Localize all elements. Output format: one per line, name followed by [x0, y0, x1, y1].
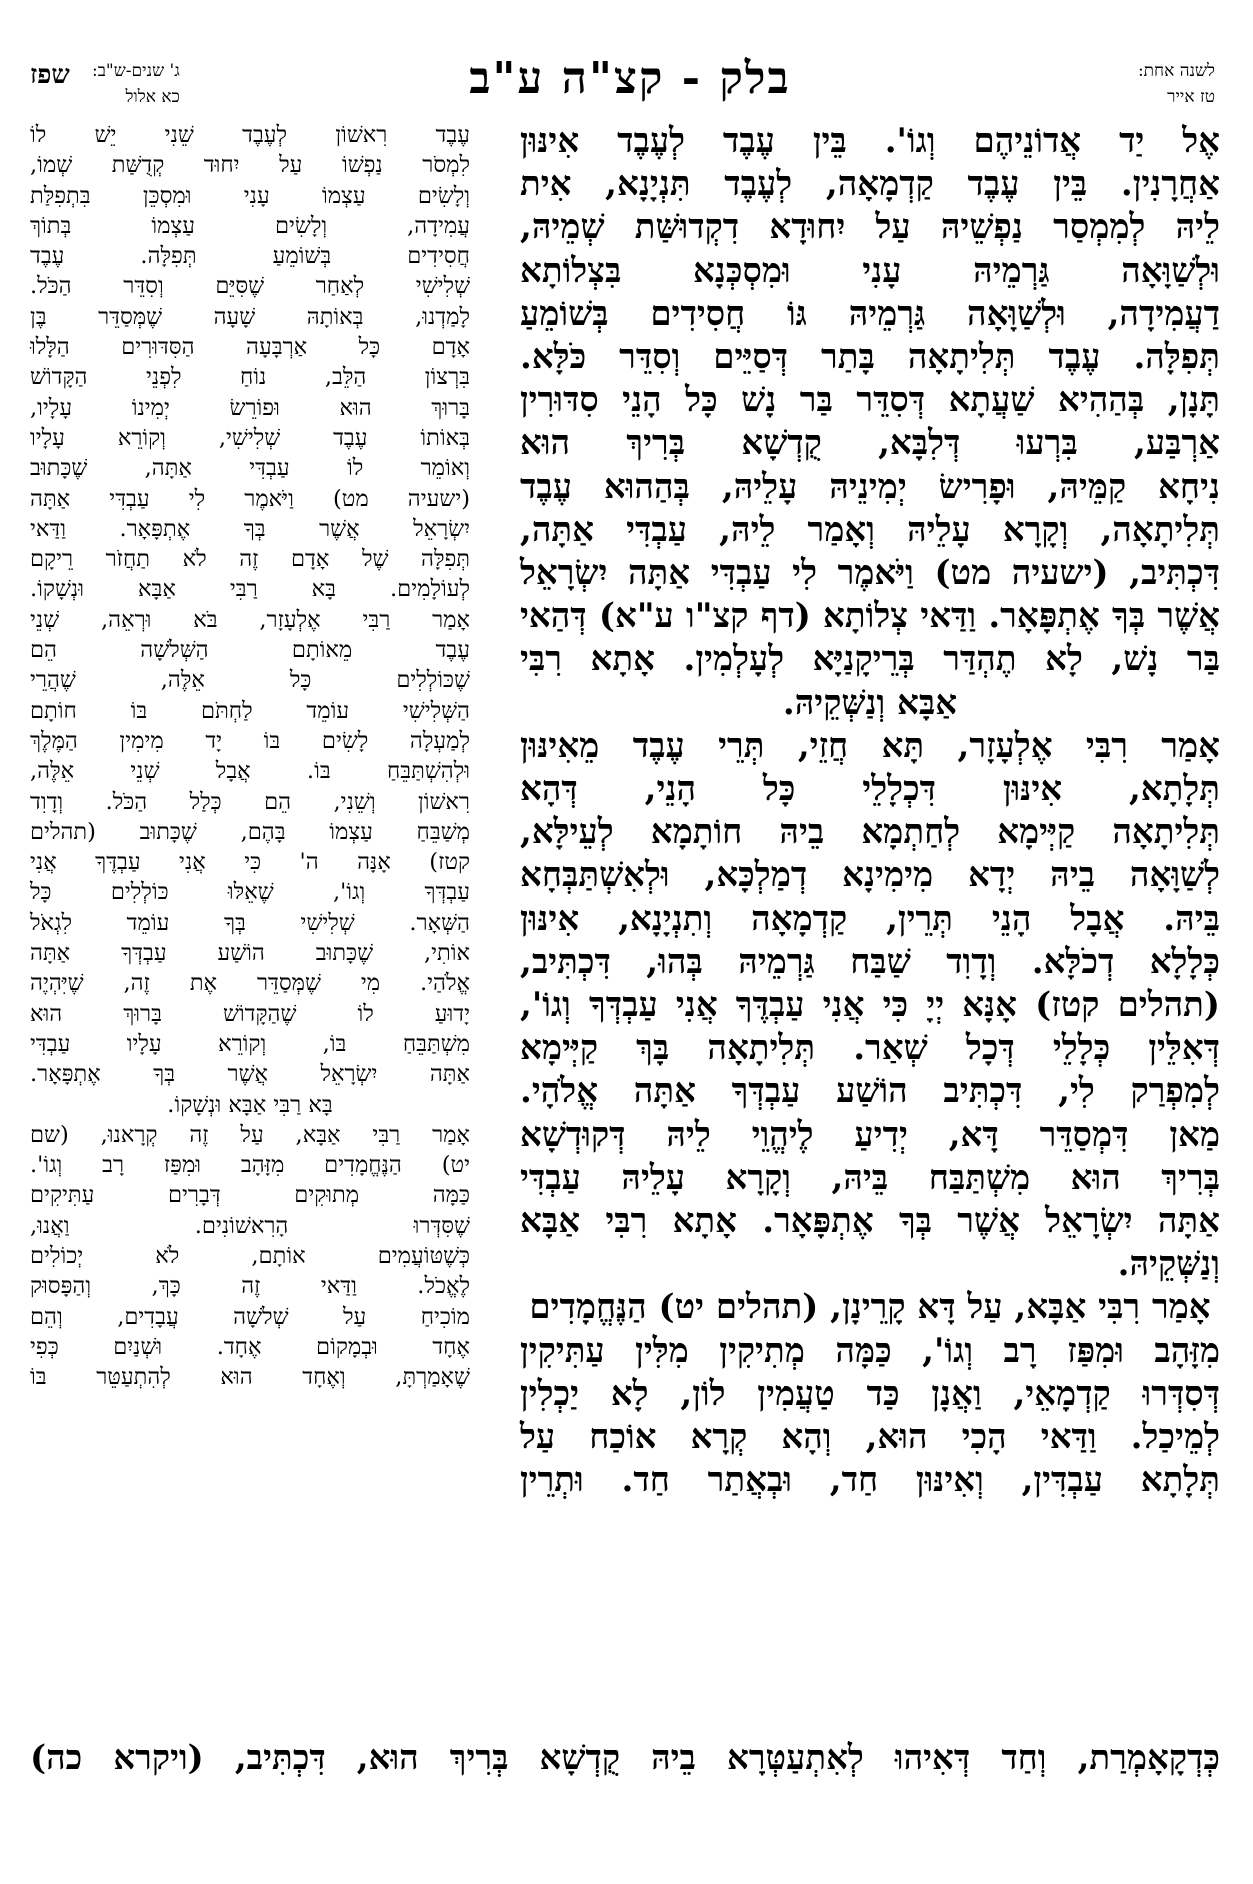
translation-line: מוֹכִיחַ עַל שְׁלֹשָׁה עֲבָדִים, וְהֵם — [30, 1303, 470, 1330]
translation-line: חֲסִידִים בְּשׁוֹמֵעַ תְּפִלָּה. עֶבֶד — [30, 243, 470, 270]
translation-line: לִמְסֹר נַפְשׁוֹ עַל יִחוּד קְדֻשַּׁת שְׁמוֹ, — [30, 152, 470, 179]
main-text-line: בַּר נָשׁ, לָא תֶהְדַּר בְּרֵיקָנַיָּא לְעָלְמִין. אָתָא רִבִּי — [520, 639, 1220, 680]
main-text-line: נִיחָא קַמֵּיהּ, וּפָרִישׂ יְמִינֵיהּ עָלֵיהּ, בְּהַהוּא עֶבֶד — [520, 466, 1220, 507]
translation-line: אֱלֹהַי. מִי שֶׁמְּסַדֵּר אֶת זֶה, שֶׁיִּהְיֶה — [30, 970, 470, 997]
translation-line: תְּפִלָּה שֶׁל אָדָם זֶה לֹא תַחֲזֹר רֵיקָם — [30, 546, 470, 573]
translation-line: הַשְּׁאָר. שְׁלִישִׁי בְּךָ עוֹמֵד לִגְאֹל — [30, 909, 470, 936]
main-text-line: לְמֵיכַל. וַדַּאי הָכִי הוּא, וְהָא קְרָא אוֹכַח עַל — [520, 1417, 1220, 1458]
main-text-line: וּלְשַׁוָּאָה גַּרְמֵיהּ עָנִי וּמִסְכְּנָא בִּצְלוֹתָא — [520, 250, 1220, 291]
translation-line: עַבְדְּךָ וְגוֹ', שֶׁאֵלּוּ כּוֹלְלִים כָּל — [30, 879, 470, 906]
main-text-line: אַרְבַּע, בִּרְעוּ דְּלִבָּא, קֻדְשָׁא בְּרִיךְ הוּא — [520, 423, 1220, 464]
main-text-line: בֵּיהּ. אֲבָל הָנֵי תְּרֵין, קַדְמָאָה וְתִנְיָנָא, אִינּוּן — [520, 898, 1220, 939]
translation-line: רִאשׁוֹן וְשֵׁנִי, הֵם כְּלַל הַכֹּל. וְדָוִד — [30, 788, 470, 815]
header-left-line1: ג' שנים-ש"ב: — [92, 61, 180, 81]
translation-line: מְשַׁבֵּחַ עַצְמוֹ בָּהֶם, שֶׁכָּתוּב (תהלים — [30, 818, 470, 845]
header-left-line2: כא אלול — [125, 87, 180, 107]
main-text-line: (תהלים קטז) אָנָּא יְיָ כִּי אֲנִי עַבְדֶּךָ אֲנִי עַבְדְּךָ וְגוֹ', — [520, 985, 1220, 1026]
header-right-line2: טז אייר — [1167, 87, 1215, 107]
translation-line: כַּמָּה מְתוּקִים דְּבָרִים עַתִּיקִים — [30, 1182, 470, 1209]
main-text-line: אֶל יַד אֲדוֹנֵיהֶם וְגוֹ'. בֵּין עֶבֶד לְעֶבֶד אִינּוּן — [520, 121, 1220, 161]
bottom-text-line: כְּדְקָאָמְרַת, וְחַד דְּאִיהוּ לְאִתְעַטְּרָא בֵיהּ קֻדְשָׁא בְּרִיךְ הוּא, דִּכְתִּיב, (ויקרא כה) — [30, 1738, 1220, 1778]
translation-line: אֶחָד וּבְמָקוֹם אֶחָד. וּשְׁנַיִם כְּפִי — [30, 1333, 470, 1360]
main-text-line: תְּפִלָּה. עֶבֶד תְּלִיתָאָה בָּתַר דְּסַיֵּים וְסִדֵּר כֹּלָּא. — [520, 337, 1220, 378]
main-text-line: לְמִפְרַק לִי, דִּכְתִּיב הוֹשַׁע עַבְדְּךָ אַתָּה אֱלֹהָי. — [520, 1071, 1220, 1112]
translation-line: שֶׁכּוֹלְלִים כָּל אֵלֶּה, שֶׁהֲרֵי — [30, 667, 470, 694]
main-text-line: מִזָּהָב וּמִפַּז רָב וְגוֹ', כַּמָּה מְתִיקִין מִלִּין עַתִּיקִין — [520, 1330, 1220, 1371]
main-text-line: דִּכְתִּיב, (ישעיה מט) וַיֹּאמֶר לִי עַבְדִּי אַתָּה יִשְׂרָאֵל — [520, 553, 1220, 594]
translation-line: לְמַעְלָה לָשִׂים בּוֹ יָד מִימִין הַמֶּלֶךְ — [30, 727, 470, 754]
main-text-line: תְּלָתָא עַבְדִּין, וְאִינּוּן חַד, וּבְאֲתַר חַד. וּתְרֵין — [520, 1460, 1220, 1501]
translation-line: לֶאֱכֹל. וַדַּאי זֶה כָּךְ, וְהַפָּסוּק — [30, 1273, 470, 1300]
translation-line: (ישעיה מט) וַיֹּאמֶר לִי עַבְדִּי אַתָּה — [30, 485, 470, 512]
translation-line: בְּאוֹתוֹ עֶבֶד שְׁלִישִׁי, וְקוֹרֵא עָלָיו — [30, 424, 470, 451]
main-text-line: אַתָּה יִשְׂרָאֵל אֲשֶׁר בְּךָ אֶתְפָּאָר. אָתָא רִבִּי אַבָּא — [520, 1201, 1220, 1242]
page-title: בלק - קצ"ה ע"ב — [469, 53, 791, 104]
main-text-line: תְּלָתָא, אִינּוּן דִּכְלָלֵי כָּל הָנֵי, דְּהָא — [520, 769, 1220, 810]
translation-line: עֶבֶד מֵאוֹתָם הַשְּׁלֹשָׁה הֵם — [30, 637, 470, 664]
main-text-line: אָמַר רִבִּי אֶלְעָזָר, תָּא חֲזֵי, תְּרֵי עֶבֶד מֵאִינּוּן — [520, 725, 1220, 766]
translation-line: אָמַר רַבִּי אַבָּא, עַל זֶה קְרָאנוּ, (שם — [30, 1121, 470, 1148]
translation-line: וְאוֹמֵר לוֹ עַבְדִּי אַתָּה, שֶׁכָּתוּב — [30, 455, 470, 482]
translation-line: קטז) אָנָּה ה' כִּי אֲנִי עַבְדֶּךָ אֲנִי — [30, 849, 470, 876]
translation-column — [30, 120, 470, 1725]
translation-line: וְלָשִׂים עַצְמוֹ עָנִי וּמִסְכֵּן בִּתְפִלַּת — [30, 182, 470, 209]
main-text-line: דַעֲמִידָה, וּלְשַׁוָּאָה גַּרְמֵיהּ גּוֹ חֲסִידִים בְּשׁוֹמֵעַ — [520, 293, 1220, 334]
header-left-info — [92, 58, 180, 110]
page-number: שפז — [30, 60, 70, 90]
translation-line: שֶׁאָמַרְתָּ, וְאֶחָד הוּא לְהִתְעַטֵּר בּוֹ — [30, 1364, 470, 1391]
translation-line: יט) הַנֶּחֱמָדִים מִזָּהָב וּמִפַּז רָב וְגוֹ'. — [30, 1152, 470, 1179]
main-text-line: אָמַר רִבִּי אַבָּא, עַל דָּא קָרֵינָן, (תהלים יט) הַנֶּחֱמָדִים — [529, 1287, 1211, 1328]
main-text-line: תָּנָן, בְּהַהִיא שַׁעֲתָא דְּסִדֵּר בַּר נָשׁ כָּל הָנֵי סִדּוּרִין — [520, 380, 1220, 421]
translation-line: בָּא רַבִּי אַבָּא וּנְשָׁקוֹ. — [167, 1091, 333, 1118]
translation-line: אָמַר רַבִּי אֶלְעָזָר, בֹּא וּרְאֵה, שְׁנֵי — [30, 606, 470, 633]
translation-line: אוֹתִי, שֶׁכָּתוּב הוֹשַׁע עַבְדְּךָ אַתָּה — [30, 940, 470, 967]
translation-line: בִּרְצוֹן הַלֵּב, נוֹחַ לִפְנֵי הַקָּדוֹשׁ — [30, 364, 470, 391]
translation-line: כְּשֶׁטּוֹעֲמִים אוֹתָם, לֹא יְכוֹלִים — [30, 1242, 470, 1269]
main-text-line: כְּלָלָא דְכֹלָּא. וְדָוִד שַׁבַּח גַּרְמֵיהּ בְּהוּ, דִּכְתִּיב, — [520, 941, 1220, 982]
main-text-line: תְּלִיתָאָה, וְקָרָא עָלֵיהּ וְאָמַר לֵיהּ, עַבְדִּי אַתָּה, — [520, 509, 1220, 550]
main-text-line: תְּלִיתָאָה קַיְּימָא לְחַתְמָא בֵיהּ חוֹתָמָא לְעֵילָּא, — [520, 812, 1220, 853]
main-text-line: אַחֲרָנִין. בֵּין עֶבֶד קַדְמָאָה, לְעֶבֶד תִּנְיָנָא, אִית — [520, 164, 1220, 205]
header-right-info — [1138, 58, 1215, 110]
translation-line: אַתָּה יִשְׂרָאֵל אֲשֶׁר בְּךָ אֶתְפָּאָר. — [30, 1061, 470, 1088]
main-text-line: לֵיהּ לְמִמְסַר נַפְשֵׁיהּ עַל יִחוּדָא דִקְדוּשַּׁת שְׁמֵיהּ, — [520, 207, 1220, 248]
main-text-line: וְנַשְּׁקֵיהּ. — [1117, 1244, 1220, 1285]
main-text-line: בְּרִיךְ הוּא מִשְׁתַּבַּח בֵּיהּ, וְקָרָא עָלֵיהּ עַבְדִּי — [520, 1157, 1220, 1198]
translation-line: הַשְּׁלִישִׁי עוֹמֵד לַחְתֹּם בּוֹ חוֹתָם — [30, 697, 470, 724]
translation-line: וּלְהִשְׁתַּבֵּחַ בּוֹ. אֲבָל שְׁנֵי אֵלֶּה, — [30, 758, 470, 785]
header-right-line1: לשנה אחת: — [1137, 61, 1215, 81]
translation-line: בָּרוּךְ הוּא וּפוֹרֵשׂ יְמִינוֹ עָלָיו, — [30, 394, 470, 421]
translation-line: יִשְׂרָאֵל אֲשֶׁר בְּךָ אֶתְפָּאָר. וַדַּאי — [30, 515, 470, 542]
page-header — [30, 50, 1215, 120]
translation-line: שֶׁסִּדְּרוּ הָרִאשׁוֹנִים. וַאֲנוּ, — [30, 1212, 470, 1239]
main-text-line: לְשַׁוָּאָה בֵיהּ יְדָא מִימִינָא דְמַלְכָּא, וּלְאִשְׁתַּבְּחָא — [520, 855, 1220, 896]
main-text-line: אֲשֶׁר בְּךָ אֶתְפָּאָר. וַדַּאי צְלוֹתָא (דף קצ"ו ע"א) דְּהַאי — [520, 596, 1220, 637]
translation-line: לָמַדְנוּ, בְּאוֹתָהּ שָׁעָה שֶׁמְּסַדֵּר בֶּן — [30, 303, 470, 330]
main-text-line: דְּסִדְּרוּ קַדְמָאֵי, וַאֲנָן כַּד טַעֲמִין לוֹן, לָא יַכְלִין — [520, 1373, 1220, 1414]
main-text-line: מַאן דִּמְסַדֵּר דָּא, יְדִיעַ לֶיהֱוֵי לֵיהּ דְּקוּדְשָׁא — [520, 1114, 1220, 1155]
translation-line: לְעוֹלָמִים. בָּא רַבִּי אַבָּא וּנְשָׁקוֹ. — [30, 576, 470, 603]
main-text-line: דְּאִלֵּין כְּלָלֵי דְּכָל שְׁאַר. תְּלִיתָאָה בָּךְ קַיְּימָא — [520, 1028, 1220, 1069]
main-text-line: אַבָּא וְנַשְּׁקֵיהּ. — [782, 682, 958, 723]
translation-line: שְׁלִישִׁי לְאַחַר שֶׁסִּיֵּם וְסִדֵּר הַכֹּל. — [30, 273, 470, 300]
translation-line: יָדוּעַ לוֹ שֶׁהַקָּדוֹשׁ בָּרוּךְ הוּא — [30, 1000, 470, 1027]
translation-line: עֶבֶד רִאשׁוֹן לְעֶבֶד שֵׁנִי יֵשׁ לוֹ — [30, 122, 470, 148]
main-text-column — [520, 120, 1220, 1735]
translation-line: מִשְׁתַּבֵּחַ בּוֹ, וְקוֹרֵא עָלָיו עַבְדִּי — [30, 1030, 470, 1057]
translation-line: עֲמִידָה, וְלָשִׂים עַצְמוֹ בְּתוֹךְ — [30, 212, 470, 239]
translation-line: אָדָם כָּל אַרְבָּעָה הַסִּדּוּרִים הַלָּלוּ — [30, 334, 470, 361]
